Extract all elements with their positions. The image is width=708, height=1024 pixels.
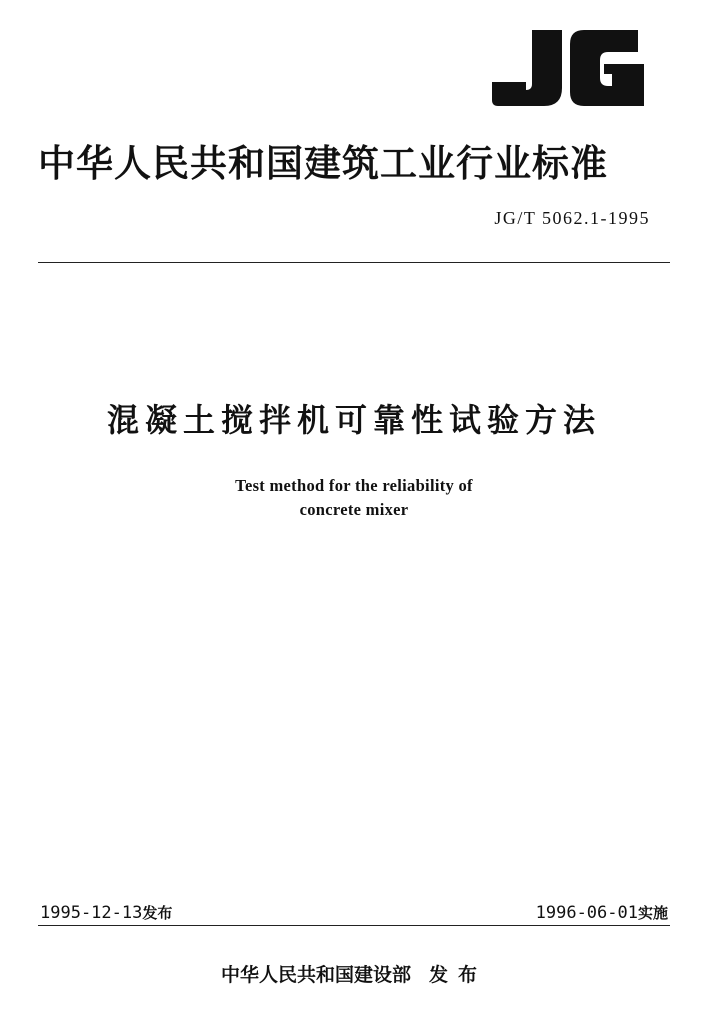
english-title [0, 474, 708, 522]
english-title-line-1: Test method for the reliability of [235, 476, 473, 495]
implement-date: 1996-06-01 [535, 903, 638, 923]
jg-logo [492, 30, 644, 106]
standard-number: JG/T 5062.1-1995 [494, 208, 650, 228]
jg-logo-mark [492, 30, 644, 106]
implement-label: 实施 [637, 904, 668, 922]
issue-label: 发布 [142, 904, 173, 922]
publisher-line [0, 960, 708, 987]
publish-action: 发布 [429, 964, 488, 986]
implement-date-block [536, 902, 668, 923]
publisher-name: 中华人民共和国建设部 [220, 964, 411, 986]
bottom-divider [38, 925, 670, 926]
chinese-title: 混凝土搅拌机可靠性试验方法 [106, 401, 601, 439]
organization-title: 中华人民共和国建筑工业行业标准 [38, 142, 608, 185]
issue-date-block [40, 902, 172, 923]
top-divider [38, 262, 670, 263]
logo-text [492, 106, 493, 107]
english-title-line-2: concrete mixer [299, 500, 409, 519]
issue-date: 1995-12-13 [40, 903, 143, 923]
